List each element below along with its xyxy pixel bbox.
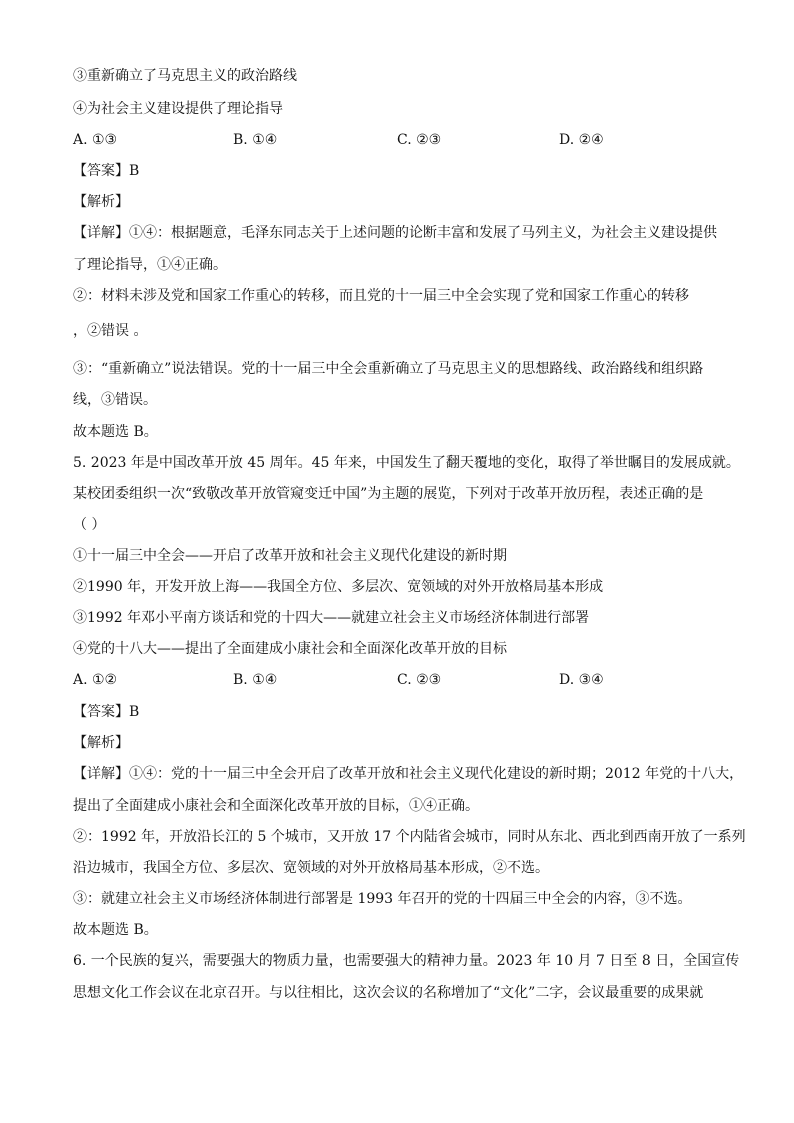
- q5-detail-line-5: ③：就建立社会主义市场经济体制进行部署是 1993 年召开的党的十四届三中全会的内容，③不选。: [73, 891, 692, 907]
- q5-options: [73, 671, 733, 689]
- q4-statement-3: ③重新确立了马克思主义的政治路线: [73, 68, 297, 84]
- q4-conclusion: 故本题选 B。: [73, 424, 158, 440]
- q5-statement-4: ④党的十八大——提出了全面建成小康社会和全面深化改革开放的目标: [73, 641, 507, 657]
- q6-stem-line-2: 思想文化工作会议在北京召开。与以往相比，这次会议的名称增加了“文化”二字，会议最重要的成果就: [73, 985, 704, 1001]
- q5-option-c: C. ②③: [397, 672, 442, 688]
- q5-option-a: A. ①②: [73, 672, 118, 688]
- q4-detail-line-2: 了理论指导，①④正确。: [73, 257, 227, 273]
- q5-conclusion: 故本题选 B。: [73, 922, 158, 938]
- q5-stem-line-2: 某校团委组织一次“致敬改革开放管窥变迁中国”为主题的展览，下列对于改革开放历程，表述正确的是: [73, 486, 704, 502]
- q5-stem-line-1: 5. 2023 年是中国改革开放 45 周年。45 年来，中国发生了翻天覆地的变化，取得了举世瞩目的发展成就。: [73, 455, 740, 471]
- q6-stem-line-1: 6. 一个民族的复兴，需要强大的物质力量，也需要强大的精神力量。2023 年 10 月 7 日至 8 日，全国宣传: [73, 953, 740, 969]
- q5-detail-line-3: ②：1992 年，开放沿长江的 5 个城市，又开放 17 个内陆省会城市，同时从东北、西北到西南开放了一系列: [73, 829, 746, 845]
- q4-analysis-label: 【解析】: [73, 194, 129, 210]
- q5-option-d: D. ③④: [559, 672, 604, 688]
- q5-detail-line-1: 【详解】①④：党的十一届三中全会开启了改革开放和社会主义现代化建设的新时期；2012 年党的十八大，: [73, 766, 744, 782]
- q4-option-d: D. ②④: [559, 132, 604, 148]
- q4-option-c: C. ②③: [397, 132, 442, 148]
- q5-detail-line-2: 提出了全面建成小康社会和全面深化改革开放的目标，①④正确。: [73, 798, 479, 814]
- q5-option-b: B. ①④: [233, 672, 278, 688]
- q4-statement-4: ④为社会主义建设提供了理论指导: [73, 101, 283, 117]
- q4-option-b: B. ①④: [233, 132, 278, 148]
- q5-analysis-label: 【解析】: [73, 735, 129, 751]
- q4-detail-line-5: ③：“重新确立”说法错误。党的十一届三中全会重新确立了马克思主义的思想路线、政治路线和组织路: [73, 361, 704, 377]
- q4-options: [73, 131, 733, 149]
- q4-detail-line-4: ，②错误 。: [73, 323, 148, 339]
- q5-statement-1: ①十一届三中全会——开启了改革开放和社会主义现代化建设的新时期: [73, 548, 507, 564]
- q4-answer: 【答案】B: [73, 163, 140, 179]
- q5-answer: 【答案】B: [73, 704, 140, 720]
- q4-detail-line-1: 【详解】①④：根据题意，毛泽东同志关于上述问题的论断丰富和发展了马列主义，为社会主义建设提供: [73, 225, 717, 241]
- q4-detail-line-6: 线，③错误。: [73, 392, 157, 408]
- q4-option-a: A. ①③: [73, 132, 118, 148]
- q4-detail-line-3: ②：材料未涉及党和国家工作重心的转移，而且党的十一届三中全会实现了党和国家工作重心的转移: [73, 288, 689, 304]
- q5-detail-line-4: 沿边城市，我国全方位、多层次、宽领域的对外开放格局基本形成，②不选。: [73, 860, 549, 876]
- q5-statement-3: ③1992 年邓小平南方谈话和党的十四大——就建立社会主义市场经济体制进行部署: [73, 610, 590, 626]
- q5-stem-line-3: （ ）: [73, 517, 106, 533]
- q5-statement-2: ②1990 年，开发开放上海——我国全方位、多层次、宽领域的对外开放格局基本形成: [73, 579, 604, 595]
